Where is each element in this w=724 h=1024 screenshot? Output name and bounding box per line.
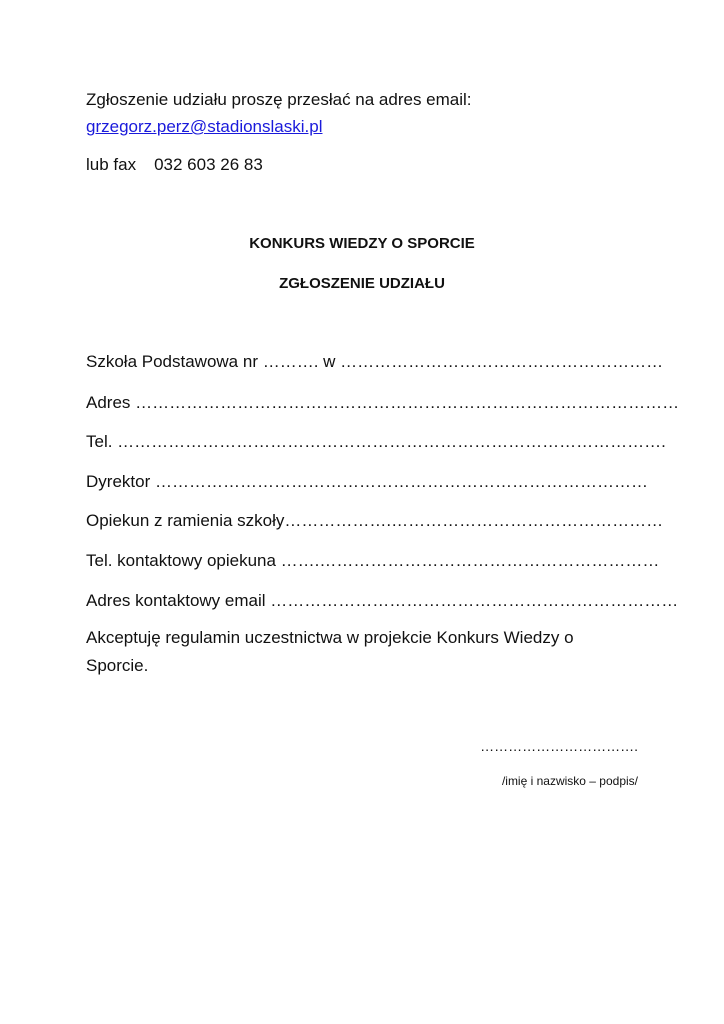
- contact-email-link[interactable]: grzegorz.perz@stadionslaski.pl: [86, 117, 323, 136]
- acceptance-statement: Akceptuję regulamin uczestnictwa w projekcie Konkurs Wiedzy o Sporcie.: [86, 628, 574, 675]
- guardian-phone-field: Tel. kontaktowy opiekuna …….……………………………………………………: [86, 551, 660, 570]
- signature-caption: /imię i nazwisko – podpis/: [501, 774, 638, 788]
- phone-field: Tel. …………………………………………………………………………………….: [86, 432, 666, 451]
- address-field: Adres ……………………………………………………………………………………: [86, 393, 680, 412]
- contact-email-line: [86, 116, 322, 138]
- document-title: KONKURS WIEDZY O SPORCIE: [249, 235, 475, 252]
- document-subtitle: ZGŁOSZENIE UDZIAŁU: [279, 275, 445, 292]
- fax-label: lub fax: [86, 155, 137, 174]
- fax-line: [86, 154, 263, 176]
- school-field: Szkoła Podstawowa nr ………. w …………………………………………………: [86, 352, 664, 371]
- fax-number: 032 603 26 83: [154, 155, 263, 174]
- submission-instruction: Zgłoszenie udziału proszę przesłać na adres email:: [86, 90, 472, 109]
- director-field: Dyrektor ……………………………………………………………………………: [86, 472, 648, 491]
- signature-line: …………………………….: [480, 738, 638, 754]
- guardian-field: Opiekun z ramienia szkoły……………….…………………………………………: [86, 511, 664, 530]
- contact-email-field: Adres kontaktowy email ………………………………………………………………: [86, 591, 679, 610]
